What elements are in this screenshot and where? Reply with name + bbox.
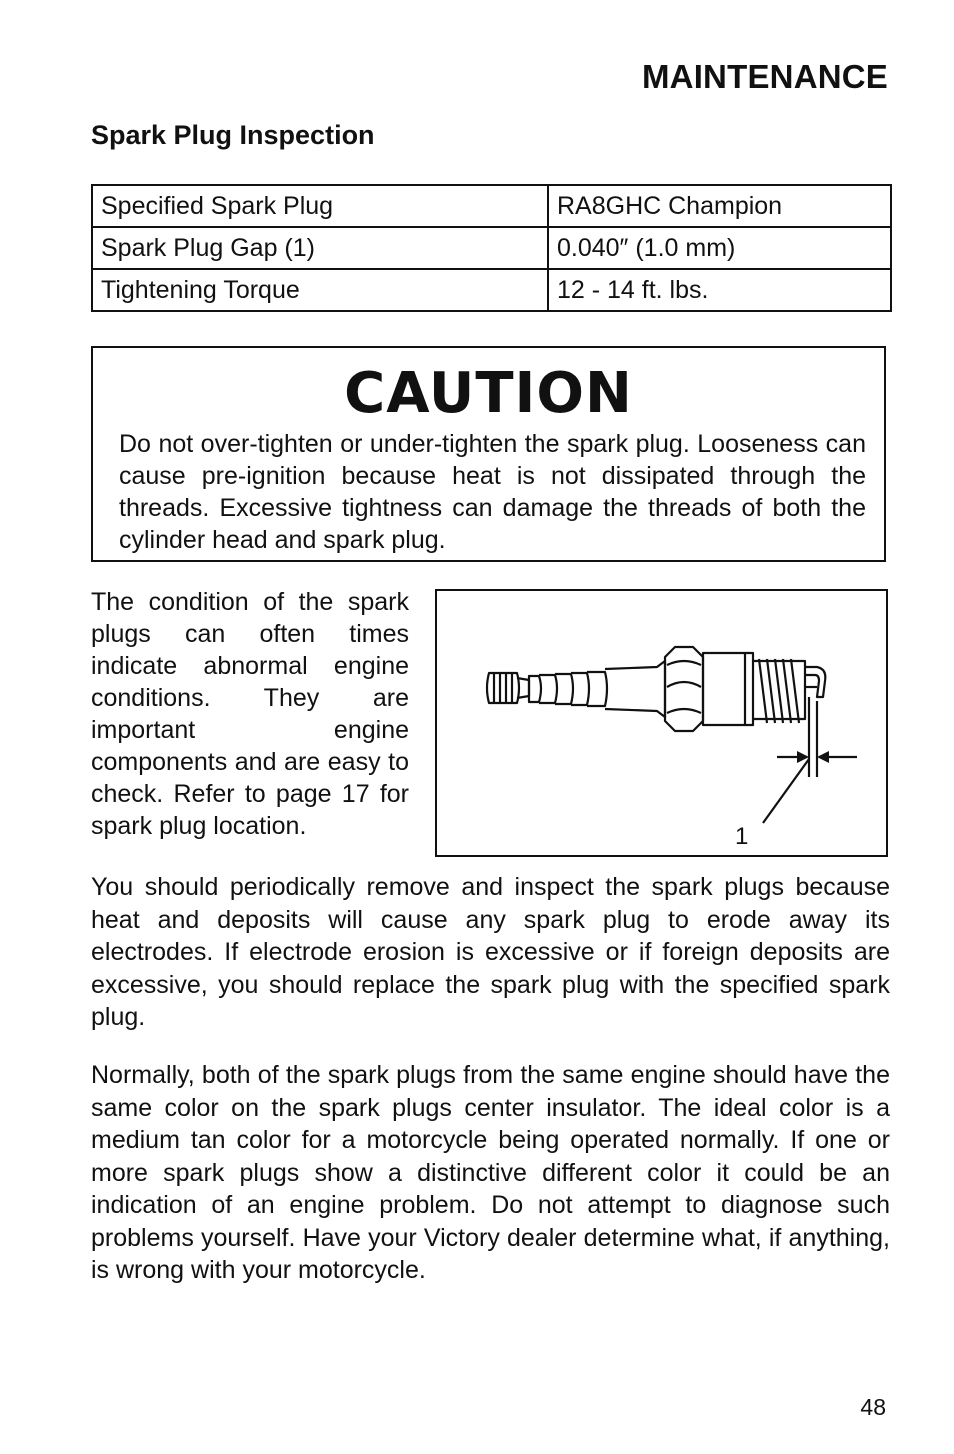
spark-plug-illustration <box>437 591 886 855</box>
page-title: Spark Plug Inspection <box>91 120 375 150</box>
callout-leader <box>763 759 809 823</box>
spec-table <box>91 184 892 312</box>
insulator-ribs <box>529 676 541 702</box>
insulator-body <box>605 661 665 717</box>
callout-label: 1 <box>735 823 749 850</box>
spec-label: Spark Plug Gap (1) <box>92 227 548 269</box>
spec-label: Tightening Torque <box>92 269 548 311</box>
hex-nut <box>665 647 703 731</box>
table-row <box>92 227 891 269</box>
spec-value: RA8GHC Champion <box>548 185 891 227</box>
page-number: 48 <box>860 1394 886 1420</box>
spec-label: Specified Spark Plug <box>92 185 548 227</box>
ground-electrode <box>805 667 825 697</box>
spark-plug-figure <box>435 589 888 857</box>
table-row <box>92 269 891 311</box>
caution-text: Do not over-tighten or under-tighten the spark plug. Looseness can cause pre-ignition because heat is not dissipated through the threads. Excessive tightness can damage the threads of both the cylinder head and spark plug. <box>119 430 866 554</box>
caution-box <box>91 346 886 562</box>
terminal-nut <box>487 673 519 703</box>
spec-value: 12 - 14 ft. lbs. <box>548 269 891 311</box>
table-row <box>92 185 891 227</box>
paragraph: Normally, both of the spark plugs from the same engine should have the same color on the spark plugs center insulator. The ideal color is a medium tan color for a motorcycle being operated normally. If one or more spark plugs show a distinctive different color it could be an indication of an engine problem. Do not attempt to diagnose such problems yourself. Have your Victory dealer determine what, if anything, is wrong with your motorcycle. <box>91 1061 890 1284</box>
intro-text: The condition of the spark plugs can often times indicate abnormal engine conditions. They are important engine components and are easy to check. Refer to page 17 for spark plug location. <box>91 588 409 840</box>
spec-value: 0.040″ (1.0 mm) <box>548 227 891 269</box>
section-header: MAINTENANCE <box>641 58 888 95</box>
paragraph: You should periodically remove and inspect the spark plugs because heat and deposits will cause any spark plug to erode away its electrodes. If electrode erosion is excessive or if foreign deposits are excessive, you should replace the spark plug with the specified spark plug. <box>91 873 890 1031</box>
caution-heading: CAUTION <box>344 361 633 426</box>
